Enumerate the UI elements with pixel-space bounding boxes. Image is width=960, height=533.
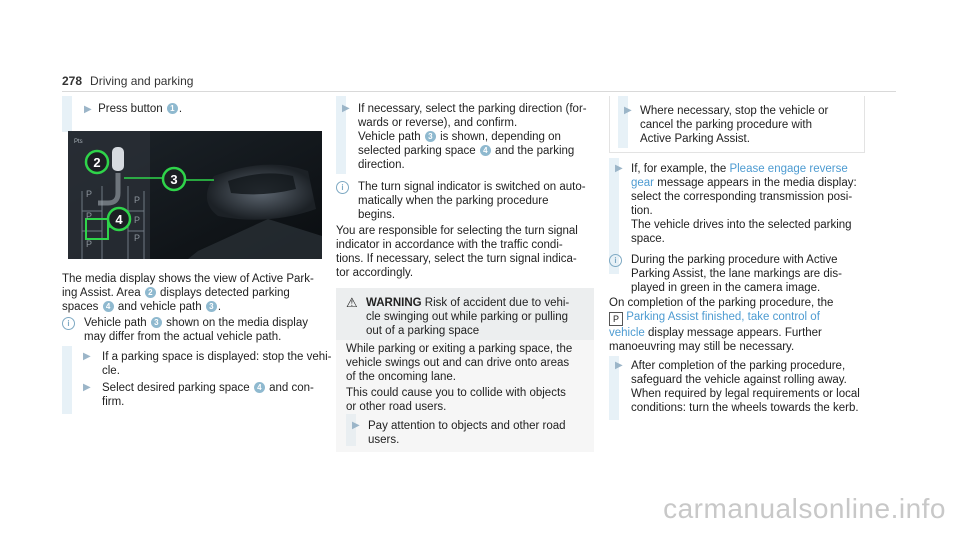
badge-3: 3 (206, 301, 217, 312)
badge-2: 2 (145, 287, 156, 298)
watermark-text: carmanualsonline.info (663, 493, 946, 524)
page-number: 278 (62, 74, 83, 88)
header-divider (62, 91, 896, 92)
parking-assist-icon: P (609, 312, 623, 326)
arrow-icon: ▶ (615, 163, 623, 174)
arrow-icon: ▶ (615, 360, 623, 371)
parking-assist-screen (68, 131, 322, 259)
svg-text:Pts: Pts (74, 139, 83, 145)
svg-text:P: P (134, 233, 141, 243)
svg-text:2: 2 (93, 155, 101, 170)
col2-info: i The turn signal indicator is switched on auto- matically when the parking procedure begins. (336, 180, 598, 194)
arrow-icon: ▶ (352, 420, 360, 431)
warning-text: While parking or exiting a parking space, the vehicle swings out and can drive onto areas of the oncoming lane. This could cause you to collide with objects or other road users. (346, 343, 573, 413)
badge-1: 1 (167, 103, 178, 114)
arrow-icon: ▶ (83, 351, 91, 362)
badge-4: 4 (103, 301, 114, 312)
step-bar (62, 96, 72, 132)
step-bar (62, 382, 72, 414)
svg-text:P: P (134, 195, 141, 205)
media-display-image (68, 131, 322, 259)
col1-step1: ▶ Press button 1 . (84, 103, 183, 115)
step-bar (62, 346, 72, 382)
svg-text:P: P (134, 215, 141, 225)
col3-step2: ▶ After completion of the parking procedure, safeguard the vehicle against rolling away. When required by legal requirements or local conditions: turn the wheels towards the kerb. (615, 360, 860, 414)
col1-paragraph: The media display shows the view of Active Park- ing Assist. Area 2 displays detected parking spaces 4 and vehicle path 3 . (62, 273, 314, 313)
col2-paragraph: You are responsible for selecting the turn signal indicator in accordance with the traffic condi- tions. If necessary, select the turn signal indica- tor accordingly. (336, 225, 578, 279)
col3-info: i During the parking procedure with Active Parking Assist, the lane markings are dis- played in green in the camera image. (609, 253, 869, 267)
arrow-icon: ▶ (83, 382, 91, 393)
col3-step1: ▶ If, for example, the Please engage reverse gear message appears in the media display: select the corresponding transmission posi- tion. The vehicle drives into the selected parking space. (615, 163, 857, 245)
col2-step1: ▶ If necessary, select the parking direction (for- wards or reverse), and confirm. Vehicle path 3 is shown, depending on selected parking space 4 and the parking direction. (342, 103, 587, 171)
warning-title: ⚠ WARNING Risk of accident due to vehi- cle swinging out while parking or pulling out of a parking space (346, 295, 570, 337)
arrow-icon: ▶ (84, 104, 92, 115)
info-icon: i (609, 254, 622, 267)
svg-text:P: P (86, 211, 93, 221)
page-header (62, 74, 193, 88)
col3-paragraph: On completion of the parking procedure, the P Parking Assist finished, take control of vehicle display message appears. Further manoeuvring may still be necessary. (609, 297, 834, 353)
svg-text:P: P (86, 239, 93, 249)
col1-step3: ▶ Select desired parking space 4 and con- firm. (83, 382, 314, 408)
svg-text:3: 3 (170, 172, 178, 187)
message-please-engage-reverse: Please engage reverse (729, 163, 848, 175)
arrow-icon: ▶ (342, 103, 350, 114)
arrow-icon: ▶ (624, 105, 632, 116)
svg-text:P: P (86, 189, 93, 199)
warning-triangle-icon: ⚠ (346, 295, 358, 310)
message-parking-assist-finished: Parking Assist finished, take control of (626, 311, 820, 323)
col3-box-step: ▶ Where necessary, stop the vehicle or cancel the parking procedure with Active Parking Assist. (624, 105, 829, 145)
info-icon: i (62, 317, 75, 330)
col1-step2: ▶ If a parking space is displayed: stop the vehi- cle. (83, 351, 332, 377)
warning-step: ▶ Pay attention to objects and other road users. (352, 420, 566, 446)
info-icon: i (336, 181, 349, 194)
svg-text:4: 4 (115, 212, 123, 227)
section-title: Driving and parking (90, 74, 194, 88)
col1-info: i Vehicle path 3 shown on the media display may differ from the actual vehicle path. (62, 316, 332, 330)
